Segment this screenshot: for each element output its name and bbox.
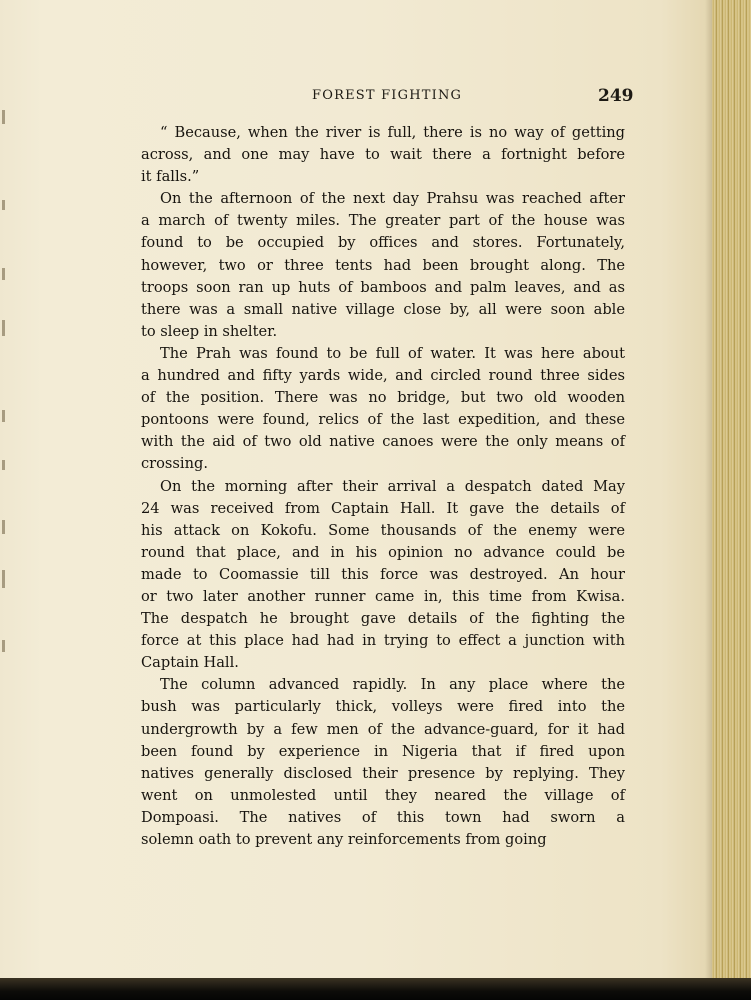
text-line: went on unmolested until they neared the village of — [141, 786, 625, 804]
gutter-mark — [2, 268, 5, 280]
text-line: with the aid of two old native canoes were the only means of — [141, 433, 625, 451]
text-line: his attack on Kokofu. Some thousands of the enemy were — [141, 521, 625, 539]
text-line: to sleep in shelter. — [141, 322, 278, 340]
text-line: or two later another runner came in, this time from Kwisa. — [141, 587, 625, 605]
text-line: round that place, and in his opinion no advance could be — [141, 543, 625, 561]
paragraph — [141, 188, 625, 343]
text-line: On the morning after their arrival a despatch dated May — [160, 477, 625, 495]
gutter-mark — [2, 460, 5, 470]
text-line: crossing. — [141, 455, 208, 473]
page-header — [0, 88, 718, 110]
text-line: force at this place had had in trying to effect a junction with — [141, 632, 625, 650]
text-line: it falls.” — [141, 168, 200, 186]
paragraph — [141, 343, 625, 476]
gutter-mark — [2, 200, 5, 210]
text-line: a march of twenty miles. The greater part of the house was — [141, 212, 625, 230]
text-line: troops soon ran up huts of bamboos and palm leaves, and as — [141, 278, 625, 296]
gutter-mark — [2, 410, 5, 422]
text-line: there was a small native village close by, all were soon able — [141, 300, 625, 318]
text-line: pontoons were found, relics of the last expedition, and these — [141, 411, 625, 429]
gutter-mark — [2, 570, 5, 588]
text-line: The Prah was found to be full of water. It was here about — [160, 344, 625, 362]
text-line: solemn oath to prevent any reinforcements from going — [141, 831, 547, 848]
text-line: undergrowth by a few men of the advance-guard, for it had — [141, 720, 625, 738]
gutter-mark — [2, 640, 5, 652]
paragraph — [141, 122, 625, 188]
gutter-mark — [2, 110, 5, 124]
text-line: a hundred and fifty yards wide, and circled round three sides — [141, 367, 625, 385]
text-line: natives generally disclosed their presence by replying. They — [141, 764, 625, 782]
text-line: bush was particularly thick, volleys were fired into the — [141, 698, 625, 716]
text-line: Dompoasi. The natives of this town had sworn a — [141, 808, 625, 826]
paragraph — [141, 476, 625, 675]
running-head: FOREST FIGHTING — [312, 88, 463, 103]
text-line: The column advanced rapidly. In any place where the — [160, 676, 625, 694]
gutter-mark — [2, 320, 5, 336]
text-line: across, and one may have to wait there a fortnight before — [141, 146, 625, 164]
bottom-shadow — [0, 978, 751, 1000]
page-number: 249 — [598, 86, 634, 106]
text-line: however, two or three tents had been brought along. The — [141, 256, 625, 274]
gutter-mark — [2, 520, 5, 534]
text-line: of the position. There was no bridge, but two old wooden — [141, 389, 625, 407]
text-line: 24 was received from Captain Hall. It gave the details of — [141, 499, 625, 517]
paragraph — [141, 674, 625, 851]
text-line: The despatch he brought gave details of the fighting the — [141, 610, 625, 628]
page-stack-edge — [712, 0, 751, 985]
text-line: “ Because, when the river is full, there is no way of getting — [160, 124, 625, 141]
text-line: made to Coomassie till this force was destroyed. An hour — [141, 565, 625, 583]
text-line: been found by experience in Nigeria that if fired upon — [141, 742, 625, 760]
text-line: On the afternoon of the next day Prahsu was reached after — [160, 190, 625, 208]
text-line: Captain Hall. — [141, 654, 239, 672]
body-text — [141, 122, 625, 851]
text-line: found to be occupied by offices and stores. Fortunately, — [141, 234, 625, 252]
